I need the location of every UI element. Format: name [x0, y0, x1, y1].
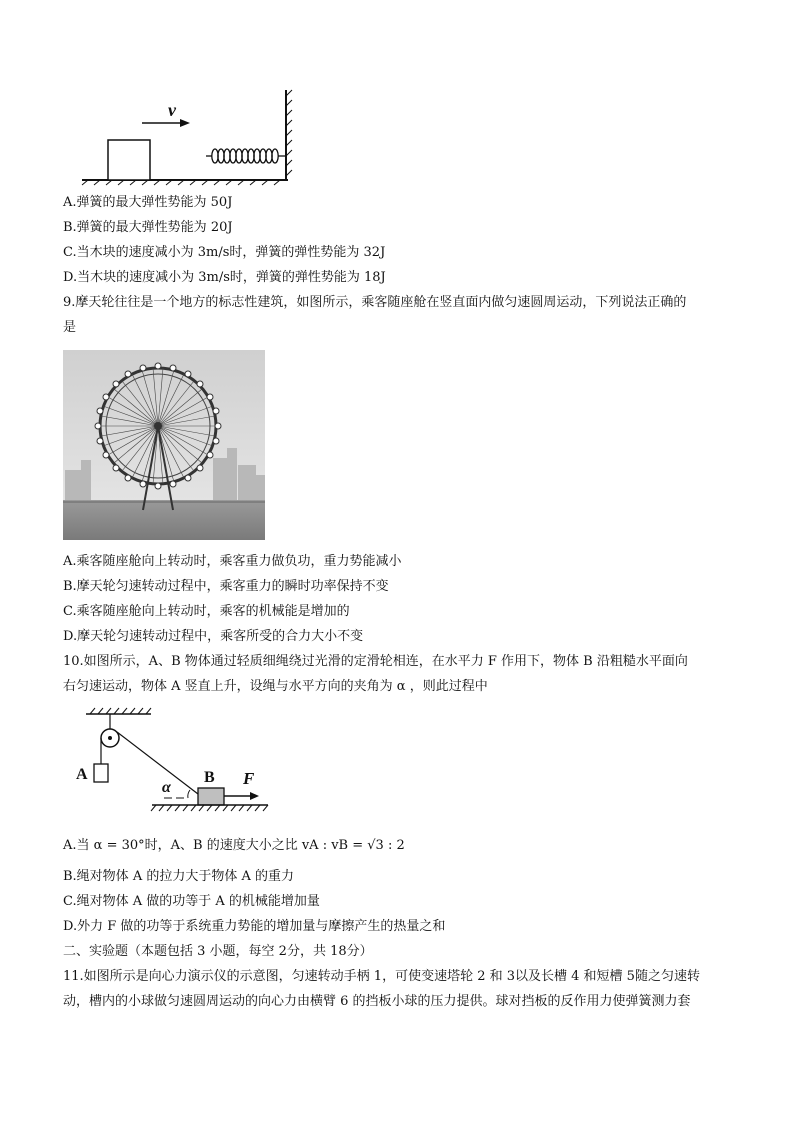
q9-option-c: C.乘客随座舱向上转动时，乘客的机械能是增加的: [63, 604, 350, 619]
ferris-wheel-figure: [63, 350, 265, 540]
q8-option-c: C.当木块的速度减小为 3m/s时，弹簧的弹性势能为 32J: [63, 245, 386, 260]
q8-option-a: A.弹簧的最大弹性势能为 50J: [63, 195, 233, 210]
spring: [206, 149, 286, 163]
q10-stem-line2: 右匀速运动，物体 A 竖直上升，设绳与水平方向的夹角为 α ，则此过程中: [63, 679, 488, 694]
q9-option-b: B.摩天轮匀速转动过程中，乘客重力的瞬时功率保持不变: [63, 579, 389, 594]
velocity-label: v: [168, 100, 176, 120]
block-spring-figure: [80, 88, 296, 186]
q9-stem-line1: 9.摩天轮往往是一个地方的标志性建筑，如图所示，乘客随座舱在竖直面内做匀速圆周运动，下列说法正确的: [63, 295, 687, 310]
label-alpha: α: [162, 779, 171, 796]
q10-stem-line1: 10.如图所示，A、B 物体通过轻质细绳绕过光滑的定滑轮相连，在水平力 F 作用下，物体 B 沿粗糙水平面向: [63, 654, 688, 669]
q9-stem-line2: 是: [63, 320, 77, 335]
q11-line1: 11.如图所示是向心力演示仪的示意图，匀速转动手柄 1，可使变速塔轮 2 和 3以及长槽 4 和短槽 5随之匀速转: [63, 969, 700, 984]
q10-option-b: B.绳对物体 A 的拉力大于物体 A 的重力: [63, 869, 294, 884]
label-f: F: [243, 769, 255, 788]
label-a: A: [76, 766, 88, 783]
label-b: B: [204, 769, 215, 786]
q9-option-a: A.乘客随座舱向上转动时，乘客重力做负功，重力势能减小: [63, 554, 402, 569]
wooden-block: [108, 140, 150, 180]
section-heading: 二、实验题（本题包括 3 小题，每空 2分，共 18分）: [63, 944, 373, 959]
block-a: [94, 764, 108, 782]
block-b: [198, 788, 224, 805]
q8-option-d: D.当木块的速度减小为 3m/s时，弹簧的弹性势能为 18J: [63, 270, 386, 285]
q8-option-b: B.弹簧的最大弹性势能为 20J: [63, 220, 233, 235]
q9-option-d: D.摩天轮匀速转动过程中，乘客所受的合力大小不变: [63, 629, 364, 644]
q10-option-a: A.当 α = 30°时，A、B 的速度大小之比 vA : vB = √3 : 2: [63, 838, 405, 853]
q10-option-d: D.外力 F 做的功等于系统重力势能的增加量与摩擦产生的热量之和: [63, 919, 446, 934]
pulley-figure: [76, 706, 276, 822]
q11-line2: 动，槽内的小球做匀速圆周运动的向心力由横臂 6 的挡板小球的压力提供。球对挡板的反作用力使弹簧测力套: [63, 994, 691, 1009]
q10-option-c: C.绳对物体 A 做的功等于 A 的机械能增加量: [63, 894, 320, 909]
